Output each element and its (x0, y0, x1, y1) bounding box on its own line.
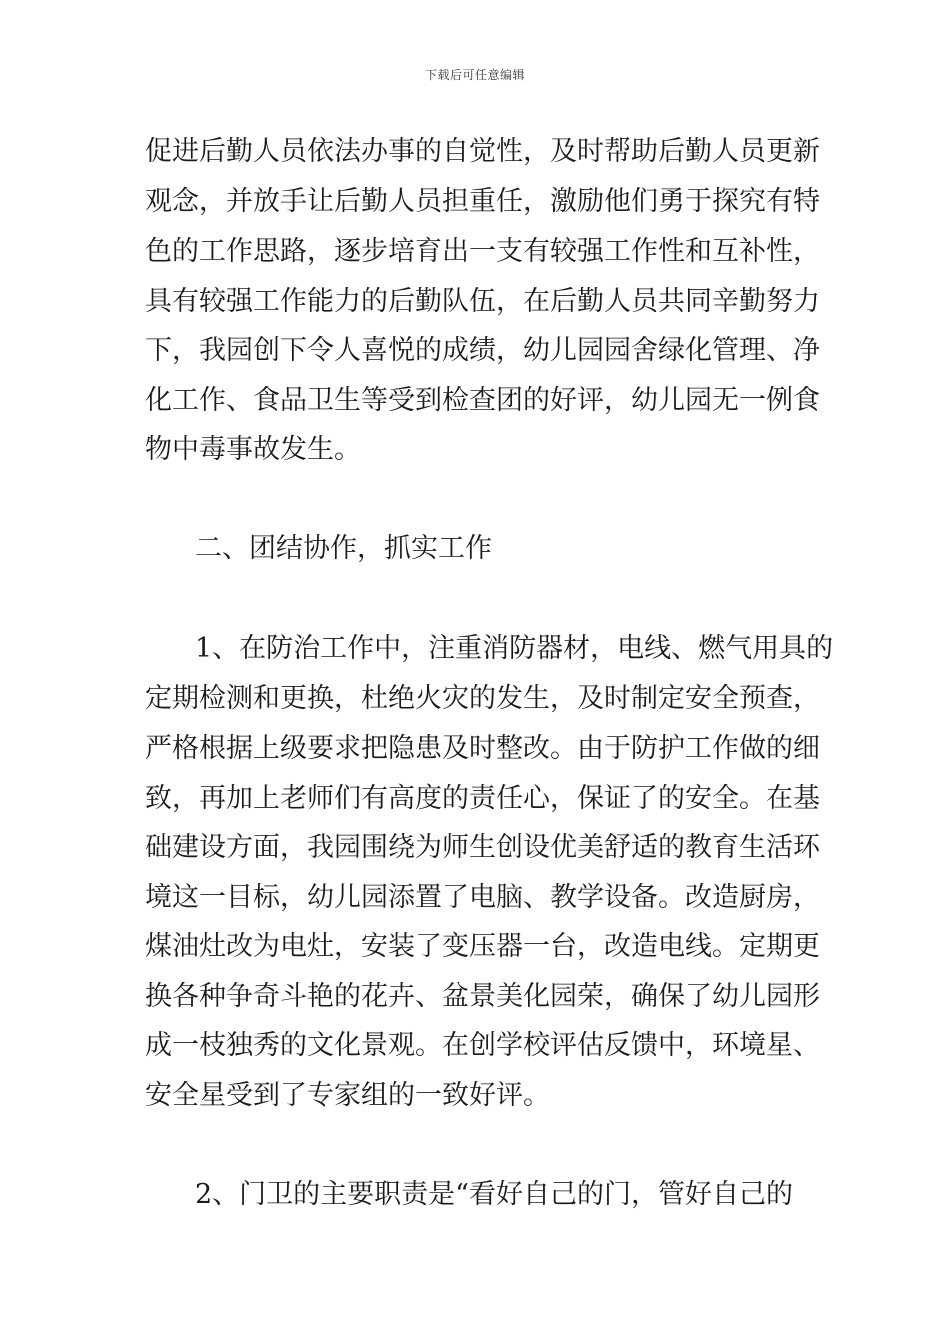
paragraph-line: 定期检测和更换，杜绝火灾的发生，及时制定安全预查， (145, 683, 820, 714)
paragraph-line: 物中毒事故发生。 (145, 434, 361, 465)
page-header: 下载后可任意编辑 (424, 68, 525, 82)
paragraph-line: 成一枝独秀的文化景观。在创学校评估反馈中，环境星、 (145, 1030, 820, 1061)
paragraph-line: 色的工作思路，逐步培育出一支有较强工作性和互补性， (145, 236, 820, 267)
paragraph-line: 严格根据上级要求把隐患及时整改。由于防护工作做的细 (145, 733, 820, 764)
paragraph-line: 化工作、食品卫生等受到检查团的好评，幼儿园无一例食 (145, 385, 820, 416)
paragraph-line: 促进后勤人员依法办事的自觉性，及时帮助后勤人员更新 (145, 136, 820, 167)
paragraph-line: 下，我园创下令人喜悦的成绩，幼儿园园舍绿化管理、净 (145, 335, 820, 366)
section-heading: 二、团结协作，抓实工作 (195, 533, 492, 564)
paragraph-line: 具有较强工作能力的后勤队伍，在后勤人员共同辛勤努力 (145, 286, 820, 317)
paragraph-line: 煤油灶改为电灶，安装了变压器一台，改造电线。定期更 (145, 931, 820, 962)
paragraph-line: 换各种争奇斗艳的花卉、盆景美化园荣，确保了幼儿园形 (145, 981, 820, 1012)
paragraph-line: 安全星受到了专家组的一致好评。 (145, 1080, 550, 1111)
paragraph-line: 致，再加上老师们有高度的责任心，保证了的安全。在基 (145, 783, 820, 814)
paragraph-line: 境这一目标，幼儿园添置了电脑、教学设备。改造厨房， (145, 882, 820, 913)
paragraph-line: 1、在防治工作中，注重消防器材，电线、燃气用具的 (195, 633, 834, 664)
paragraph-line: 础建设方面，我园围绕为师生创设优美舒适的教育生活环 (145, 832, 820, 863)
paragraph-line: 2、门卫的主要职责是“看好自己的门，管好自己的 (195, 1179, 793, 1210)
paragraph-line: 观念，并放手让后勤人员担重任，激励他们勇于探究有特 (145, 186, 820, 217)
